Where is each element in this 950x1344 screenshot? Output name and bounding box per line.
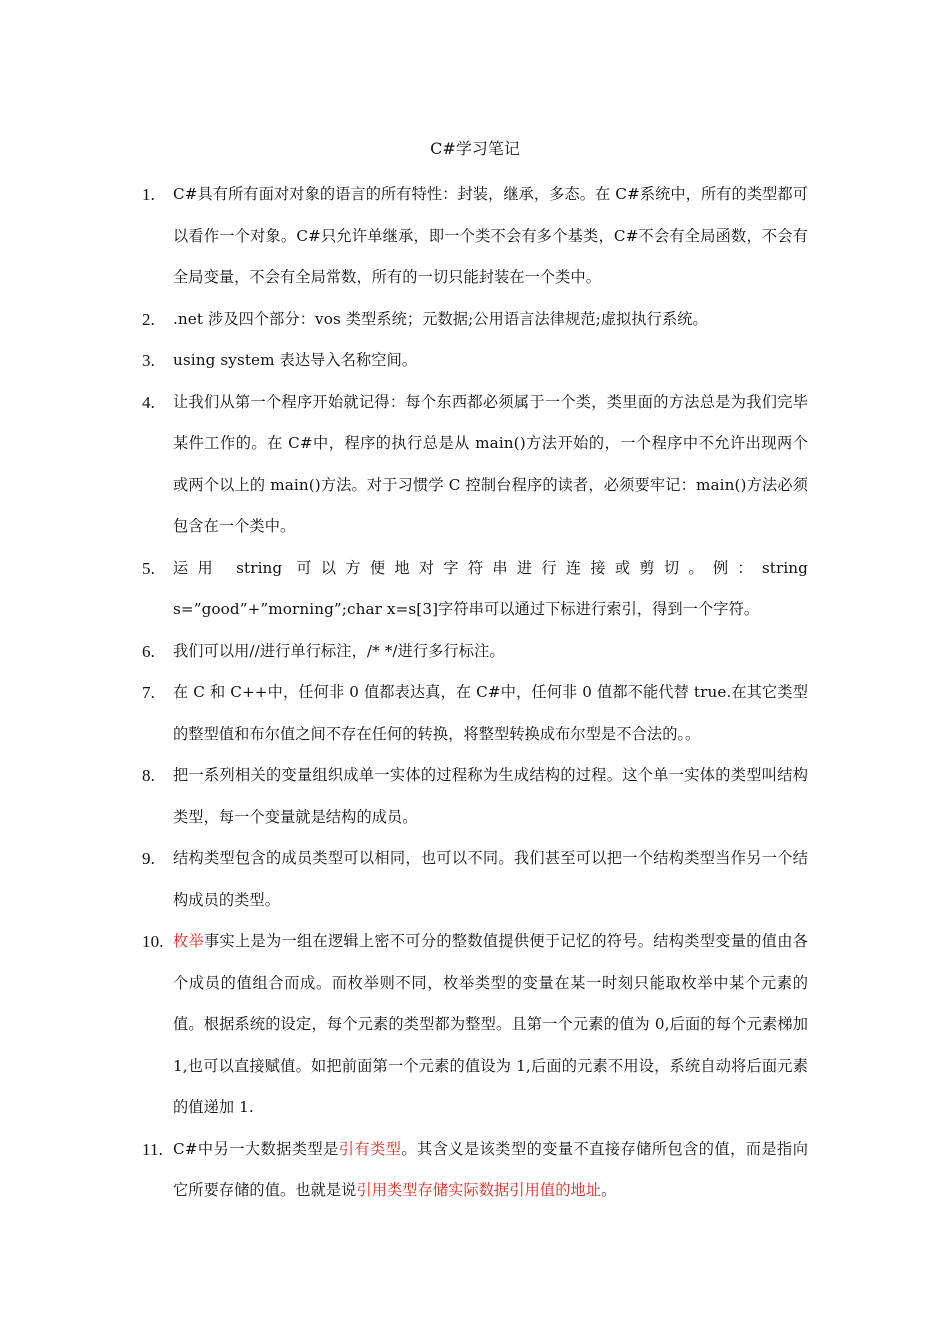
list-item-number: 6. <box>142 641 155 661</box>
list-item <box>140 174 808 299</box>
text-segment: 把一系列相关的变量组织成单一实体的过程称为生成结构的过程。这个单一实体的类型叫结构类型，每一个变量就是结构的成员。 <box>173 766 808 826</box>
highlighted-text: 引用类型存储实际数据引用值的地址 <box>356 1181 602 1199</box>
list-item <box>140 340 808 382</box>
highlighted-text: 枚举 <box>173 932 204 950</box>
list-item-number: 3. <box>142 351 155 370</box>
list-item-text <box>173 185 808 286</box>
list-item <box>140 631 808 673</box>
list-item <box>140 299 808 341</box>
list-item-text <box>173 849 808 909</box>
page-title: C#学习笔记 <box>430 139 520 158</box>
list-item-number: 8. <box>142 766 155 785</box>
list-item <box>140 548 808 631</box>
list-item-number: 1. <box>142 185 155 204</box>
highlighted-text: 引有类型 <box>338 1139 402 1158</box>
text-segment: 在 C 和 C++中，任何非 0 值都表达真，在 C#中，任何非 0 值都不能代替 true.在其它类型的整型值和布尔值之间不存在任何的转换，将整型转换成布尔型是不合法的。。 <box>173 683 808 743</box>
list-item <box>140 921 808 1129</box>
text-segment: 让我们从第一个程序开始就记得：每个东西都必须属于一个类，类里面的方法总是为我们完毕某件工作的。在 C#中，程序的执行总是从 main()方法开始的，一个程序中不允许出现两个或两个以上的 main()方法。对于习惯学 C 控制台程序的读者，必须要牢记：main()方法必须包含在一个类中。 <box>173 392 808 535</box>
list-item-number: 2. <box>142 309 155 329</box>
text-segment: 运用 string 可以方便地对字符串进行连接或剪切。例：string s=”good”+”morning”;char x=s[3]字符串可以通过下标进行索引，得到一个字符。 <box>173 558 808 618</box>
text-segment: 我们可以用//进行单行标注，/* */进行多行标注。 <box>173 641 505 660</box>
list-item-text <box>173 351 417 369</box>
text-segment: 。其含义是该类型的变量不直接存储所包含的值，而是指向它所要存储的值。也就是说 <box>173 1139 808 1199</box>
list-item-text <box>173 766 808 826</box>
text-segment: using system 表达导入名称空间。 <box>173 351 418 369</box>
list-item-number: 10. <box>142 932 164 951</box>
text-segment: C#具有所有面对对象的语言的所有特性：封装，继承，多态。在 C#系统中，所有的类型都可以看作一个对象。C#只允许单继承，即一个类不会有多个基类，C#不会有全局函数，不会有全局变量，不会有全局常数，所有的一切只能封装在一个类中。 <box>173 185 808 286</box>
list-item <box>140 672 808 755</box>
list-item-text <box>173 559 808 619</box>
list-item-number: 4. <box>142 392 155 412</box>
list-item-text <box>173 932 808 1116</box>
list-item <box>140 1129 808 1212</box>
text-segment: C#中另一大数据类型是 <box>173 1139 339 1158</box>
text-segment: 结构类型包含的成员类型可以相同，也可以不同。我们甚至可以把一个结构类型当作另一个结构成员的类型。 <box>173 849 808 909</box>
list-item-number: 9. <box>142 849 155 868</box>
list-item-text <box>173 683 808 743</box>
list-item <box>140 382 808 548</box>
text-segment: 事实上是为一组在逻辑上密不可分的整数值提供便于记忆的符号。结构类型变量的值由各个成员的值组合而成。而枚举则不同，枚举类型的变量在某一时刻只能取枚举中某个元素的值。根据系统的设定，每个元素的类型都为整型。且第一个元素的值为 0,后面的每个元素梯加 1,也可以直接赋值。如把前面第一个元素的值设为 1,后面的元素不用设，系统自动将后面元素的值递加 1. <box>173 932 809 1116</box>
list-item-text <box>173 310 708 328</box>
list-item-number: 11. <box>142 1139 163 1159</box>
list-item-text <box>173 1140 808 1200</box>
list-item <box>140 838 808 921</box>
list-item-number: 5. <box>142 558 155 578</box>
list-item <box>140 755 808 838</box>
list-item-number: 7. <box>142 683 155 702</box>
list-item-text <box>173 642 505 660</box>
text-segment: .net 涉及四个部分：vos 类型系统；元数据;公用语言法律规范;虚拟执行系统。 <box>173 309 708 328</box>
list-item-text <box>173 393 808 536</box>
notes-list <box>140 174 808 1212</box>
text-segment: 。 <box>601 1181 617 1199</box>
